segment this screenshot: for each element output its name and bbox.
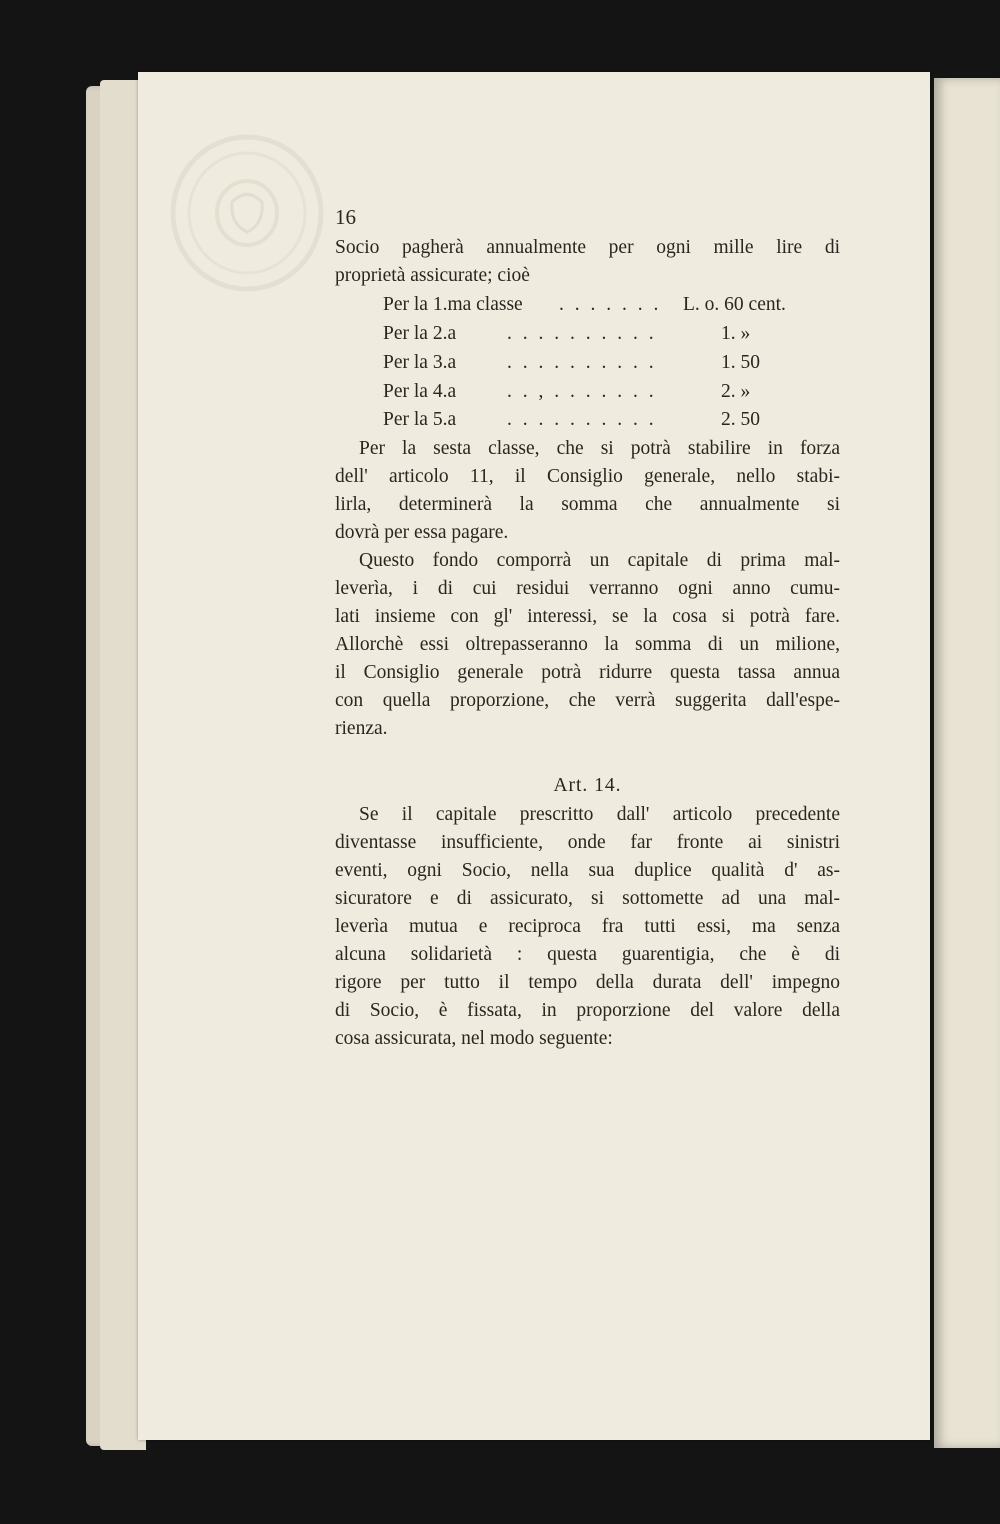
text-line: cosa assicurata, nel modo seguente: <box>335 1028 613 1049</box>
text-line: rienza. <box>335 718 388 739</box>
leader-dots: . . . . . . . . . . <box>507 323 657 344</box>
text-line: il Consiglio generale potrà ridurre questa tassa annua <box>335 662 840 683</box>
rate-row-3 <box>383 349 840 377</box>
rate-value: 1. » <box>721 323 751 344</box>
text-line: eventi, ogni Socio, nella sua duplice qualità d' as- <box>335 860 840 881</box>
article-heading: Art. 14. <box>553 775 622 796</box>
leader-dots: . . . . . . . . . . <box>507 409 657 430</box>
rate-label: Per la 4.a <box>383 381 457 402</box>
facing-page-edge <box>934 78 1000 1448</box>
text-line: sicuratore e di assicurato, si sottomette ad una mal- <box>335 888 840 909</box>
rate-value: 1. 50 <box>721 352 760 373</box>
embossed-seal-icon <box>168 132 326 294</box>
rate-value: 2. » <box>721 381 751 402</box>
rate-row-4 <box>383 378 840 406</box>
text-line: proprietà assicurate; cioè <box>335 265 530 286</box>
rate-row-2 <box>383 320 840 348</box>
text-line: Se il capitale prescritto dall' articolo precedente <box>359 804 840 825</box>
text-line: con quella proporzione, che verrà suggerita dall'espe- <box>335 690 840 711</box>
rate-value: 2. 50 <box>721 409 760 430</box>
rate-label: Per la 1.ma classe <box>383 294 523 315</box>
rate-value: L. o. 60 cent. <box>683 294 786 315</box>
leader-dots: . . , . . . . . . . <box>507 381 657 402</box>
text-line: rigore per tutto il tempo della durata dell' impegno <box>335 972 840 993</box>
text-line: leverìa mutua e reciproca fra tutti essi, ma senza <box>335 916 840 937</box>
rate-row-5 <box>383 406 840 434</box>
text-line: lirla, determinerà la somma che annualmente si <box>335 494 840 515</box>
text-line: Questo fondo comporrà un capitale di prima mal- <box>359 550 840 571</box>
leader-dots: . . . . . . . <box>559 294 662 315</box>
text-line: leverìa, i di cui residui verranno ogni anno cumu- <box>335 578 840 599</box>
text-line: lati insieme con gl' interessi, se la cosa si potrà fare. <box>335 606 840 627</box>
rate-label: Per la 5.a <box>383 409 457 430</box>
text-line: Allorchè essi oltrepasseranno la somma di un milione, <box>335 634 840 655</box>
rate-label: Per la 2.a <box>383 323 457 344</box>
rate-row-1 <box>383 291 840 319</box>
text-line: di Socio, è fissata, in proporzione del valore della <box>335 1000 840 1021</box>
text-line: dell' articolo 11, il Consiglio generale, nello stabi- <box>335 466 840 487</box>
text-line: diventasse insufficiente, onde far fronte ai sinistri <box>335 832 840 853</box>
text-line: Socio pagherà annualmente per ogni mille lire di <box>335 237 840 258</box>
text-line: Per la sesta classe, che si potrà stabilire in forza <box>359 438 840 459</box>
page-number: 16 <box>335 205 356 229</box>
text-line: dovrà per essa pagare. <box>335 522 509 543</box>
leader-dots: . . . . . . . . . . <box>507 352 657 373</box>
rate-label: Per la 3.a <box>383 352 457 373</box>
text-line: alcuna solidarietà : questa guarentigia, che è di <box>335 944 840 965</box>
